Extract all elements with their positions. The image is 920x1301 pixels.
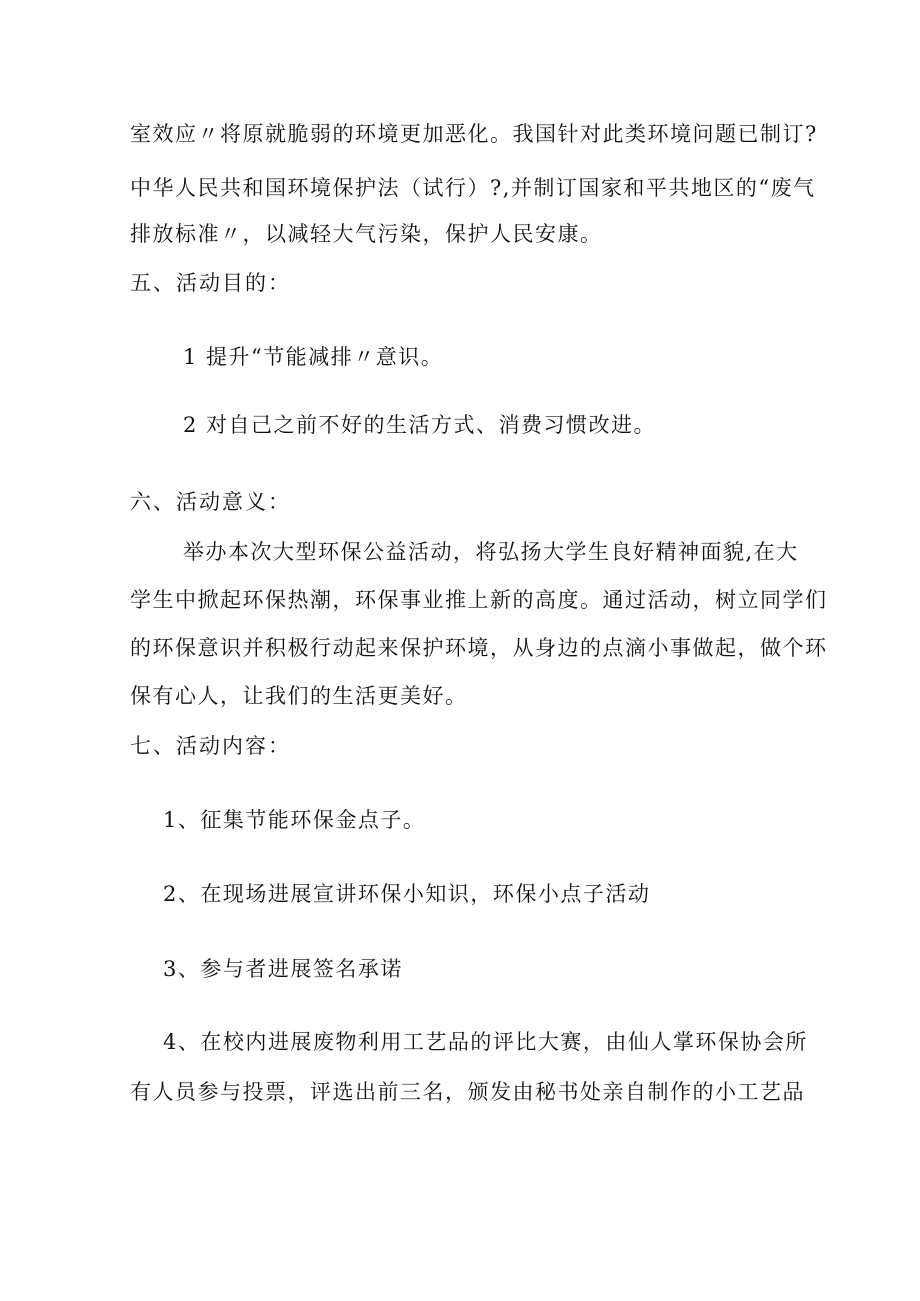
intro-line-2: 中华人民共和国环境保护法（试行）?,并制订国家和平共地区的“废气 (130, 176, 816, 200)
section-7-item-2: 2、在现场进展宣讲环保小知识，环保小点子活动 (163, 882, 651, 906)
section-6-heading: 六、活动意义： (130, 490, 291, 514)
section-7-item-3: 3、参与者进展签名承诺 (163, 957, 403, 981)
section-5-item-2: 2 对自己之前不好的生活方式、消费习惯改进。 (183, 413, 657, 437)
section-6-line-2: 学生中掀起环保热潮，环保事业推上新的高度。通过活动，树立同学们 (130, 588, 828, 612)
section-7-heading: 七、活动内容： (130, 734, 291, 758)
section-7-item-4-line-1: 4、在校内进展废物利用工艺品的评比大赛，由仙人掌环保协会所 (163, 1030, 808, 1054)
intro-line-3: 排放标准〃，以减轻大气污染，保护人民安康。 (130, 222, 603, 246)
section-7-item-1: 1、征集节能环保金点子。 (163, 808, 426, 832)
section-5-item-1: 1 提升“节能减排〃意识。 (183, 345, 444, 369)
section-5-heading: 五、活动目的： (130, 271, 291, 295)
intro-line-1: 室效应〃将原就脆弱的环境更加恶化。我国针对此类环境问题已制订? (130, 122, 818, 146)
section-7-item-4-line-2: 有人员参与投票，评选出前三名，颁发由秘书处亲自制作的小工艺品 (130, 1080, 805, 1104)
section-6-line-1: 举办本次大型环保公益活动，将弘扬大学生良好精神面貌,在大 (183, 540, 799, 564)
section-6-line-4: 保有心人，让我们的生活更美好。 (130, 684, 468, 708)
section-6-line-3: 的环保意识并积极行动起来保护环境，从身边的点滴小事做起，做个环 (130, 636, 828, 660)
